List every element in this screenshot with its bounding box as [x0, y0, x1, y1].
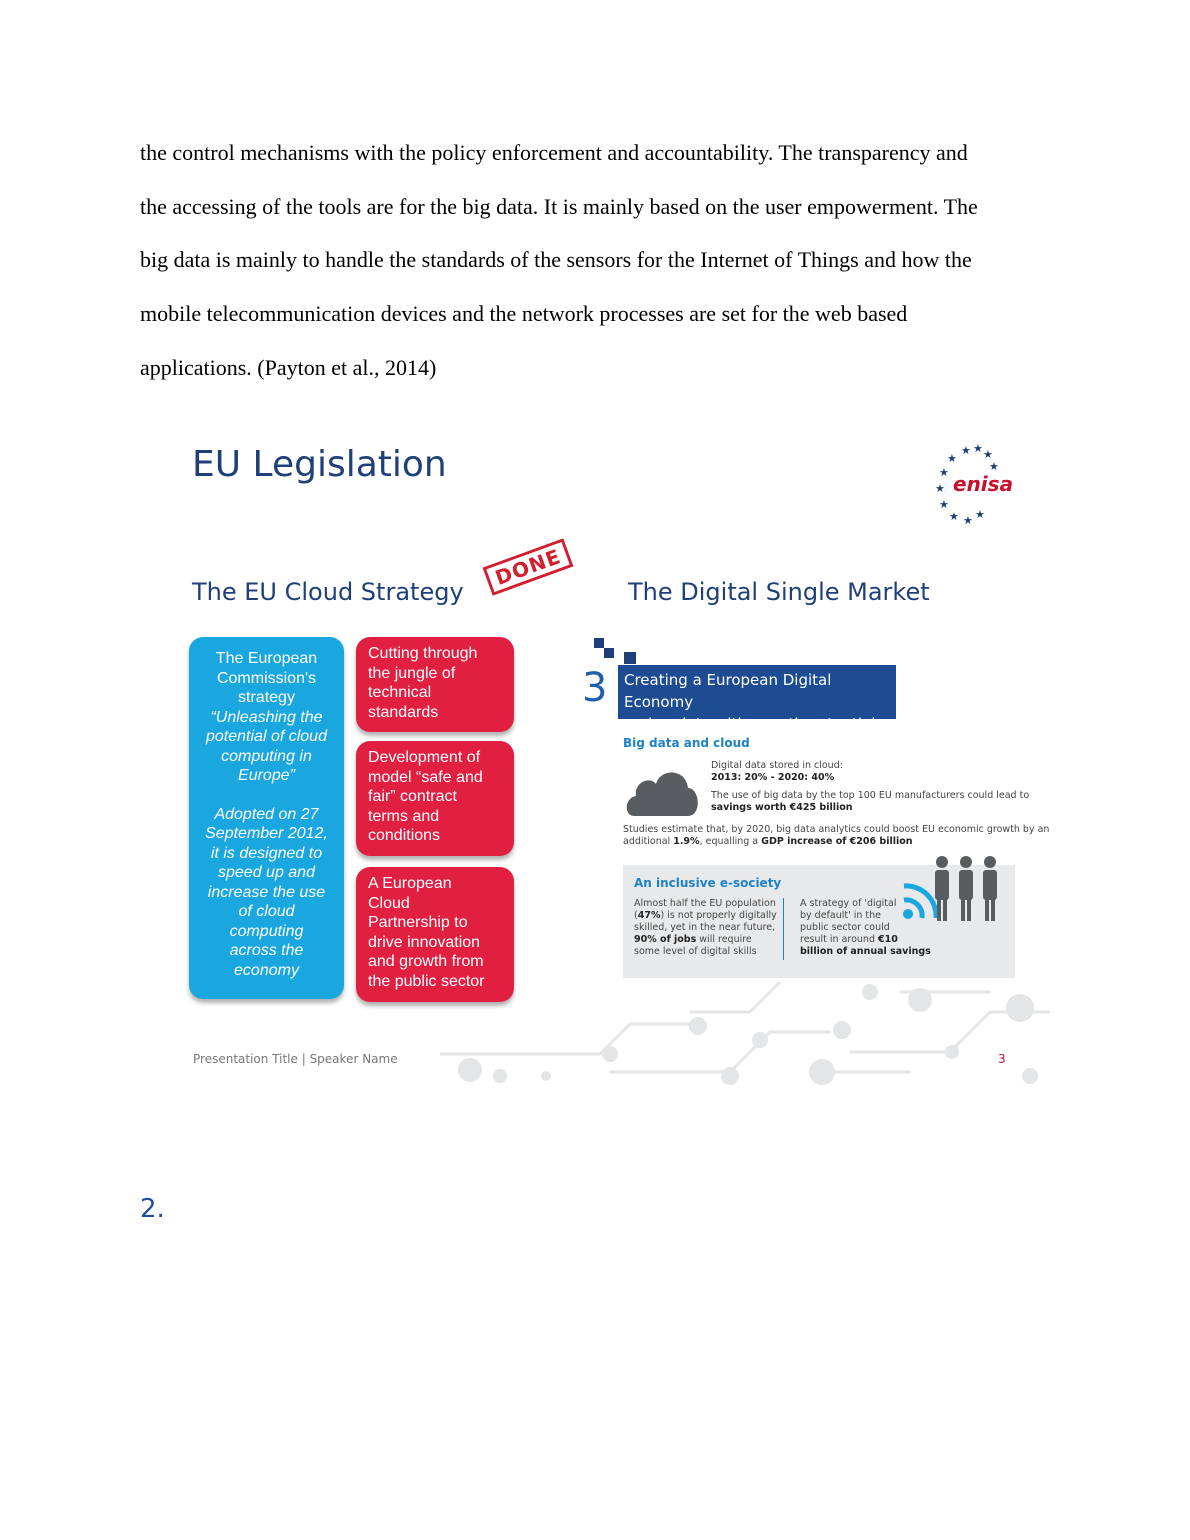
savings-value: €10 [878, 934, 898, 945]
text-line [800, 934, 931, 946]
box-line: Cutting through [368, 645, 478, 662]
svg-text:★: ★ [935, 482, 945, 495]
box-line: increase the use [207, 883, 326, 901]
box-line: computing [229, 922, 304, 940]
text-span: , equalling a [699, 836, 762, 847]
box-line: Commission's [216, 669, 317, 687]
text-span: will require [696, 934, 752, 945]
section-number: 3 [582, 665, 608, 711]
svg-text:★: ★ [961, 444, 971, 457]
percent-value: 47% [637, 910, 661, 921]
box-line: and growth from [368, 953, 484, 970]
box-line: Development of [368, 749, 481, 766]
box-line: fair” contract [368, 788, 457, 805]
text-line: some level of digital skills [634, 946, 757, 957]
box-line: strategy [238, 689, 295, 706]
box-line: economy [234, 961, 299, 979]
text-line: billion of annual savings [800, 946, 931, 957]
studies-line [623, 836, 913, 848]
savings-value: savings worth €425 billion [711, 802, 853, 813]
circuit-pattern [430, 978, 1050, 1092]
big-data-heading: Big data and cloud [623, 736, 750, 750]
section-heading: 2. [140, 1194, 165, 1224]
box-line: A European [368, 875, 452, 892]
body-paragraph [140, 126, 1050, 395]
box-line: The European [215, 650, 318, 667]
banner-line: Creating a European Digital Economy [624, 671, 832, 711]
cloud-strategy-heading: The EU Cloud Strategy [192, 578, 464, 606]
column-divider [783, 898, 784, 960]
people-icon [932, 855, 1002, 925]
box-line: technical [368, 684, 432, 701]
text-line [634, 910, 777, 922]
done-stamp: DONE [482, 538, 573, 596]
pixel-square [624, 652, 636, 664]
contract-terms-box [356, 741, 514, 856]
svg-text:★: ★ [949, 510, 959, 523]
box-line: Europe” [238, 767, 295, 784]
text-line: by default' in the [800, 910, 882, 921]
box-line: terms and [368, 807, 440, 825]
text-span: ) is not properly digitally [660, 910, 777, 921]
savings-line: The use of big data by the top 100 EU manufacturers could lead to [711, 790, 1030, 801]
box-line: computing in [221, 747, 312, 765]
box-line: potential of cloud [206, 728, 327, 745]
jobs-value: 90% of jobs [634, 934, 697, 945]
svg-text:★: ★ [963, 514, 973, 526]
slide-footer: Presentation Title | Speaker Name [193, 1052, 398, 1066]
box-line: Cloud [368, 894, 410, 912]
svg-text:★: ★ [983, 448, 993, 461]
svg-text:★: ★ [975, 508, 985, 521]
banner-line: and society with growth potential [624, 715, 876, 733]
svg-text:★: ★ [947, 452, 957, 465]
paragraph-line: mobile telecommunication devices and the network processes are set for the web based [140, 301, 908, 327]
svg-text:★: ★ [973, 442, 983, 455]
slide-title: EU Legislation [192, 444, 447, 485]
stored-values: 2013: 20% - 2020: 40% [711, 772, 835, 783]
commission-strategy-box [189, 637, 344, 999]
text-span: result in around [800, 934, 878, 945]
paragraph-line: the accessing of the tools are for the big data. It is mainly based on the user empowerment. The [140, 193, 978, 219]
gdp-value: GDP increase of €206 billion [761, 836, 913, 847]
box-line: Partnership to [368, 914, 468, 931]
box-line: it is designed to [210, 844, 323, 862]
logo-wordmark: enisa [953, 472, 1014, 496]
stored-label: Digital data stored in cloud: [711, 760, 843, 771]
enisa-logo [925, 442, 1015, 526]
box-line: the public sector [368, 972, 485, 990]
slide-page-number: 3 [998, 1052, 1006, 1066]
text-line: Almost half the EU population [634, 898, 776, 909]
economy-banner [618, 665, 896, 733]
standards-box [356, 637, 514, 732]
text-span: ( [634, 910, 638, 921]
svg-text:★: ★ [939, 466, 949, 479]
box-line: conditions [368, 827, 441, 844]
paragraph-line: the control mechanisms with the policy enforcement and accountability. The transparency and [140, 140, 968, 165]
text-line [634, 934, 777, 946]
svg-text:★: ★ [939, 498, 949, 511]
studies-line: Studies estimate that, by 2020, big data analytics could boost EU economic growth by an [623, 824, 1050, 835]
svg-text:★: ★ [989, 460, 999, 473]
text-line: public sector could [800, 922, 890, 933]
box-line: the jungle of [368, 664, 456, 682]
box-line: standards [368, 703, 439, 721]
pixel-square [594, 638, 604, 648]
growth-value: 1.9% [673, 836, 700, 847]
paragraph-line: big data is mainly to handle the standards of the sensors for the Internet of Things and how the [140, 247, 972, 273]
paragraph-line: applications. (Payton et al., 2014) [140, 354, 437, 380]
box-line: “Unleashing the [210, 708, 323, 726]
embedded-slide-image [180, 430, 1050, 1092]
box-line: across the [229, 942, 304, 959]
digital-skills-text [634, 898, 777, 958]
box-line: speed up and [218, 864, 315, 881]
box-line: Adopted on 27 [214, 805, 319, 823]
cloud-icon [624, 764, 700, 816]
text-span: additional [623, 836, 674, 847]
box-line: model “safe and [368, 768, 483, 786]
text-line: skilled, yet in the near future, [634, 922, 776, 933]
inclusive-heading: An inclusive e-society [634, 876, 782, 890]
box-line: of cloud [238, 903, 295, 920]
text-line: A strategy of 'digital [800, 898, 897, 909]
box-line: September 2012, [205, 825, 328, 842]
digital-single-market-heading: The Digital Single Market [628, 578, 930, 606]
box-line: drive innovation [368, 933, 481, 951]
pixel-square [604, 648, 614, 658]
